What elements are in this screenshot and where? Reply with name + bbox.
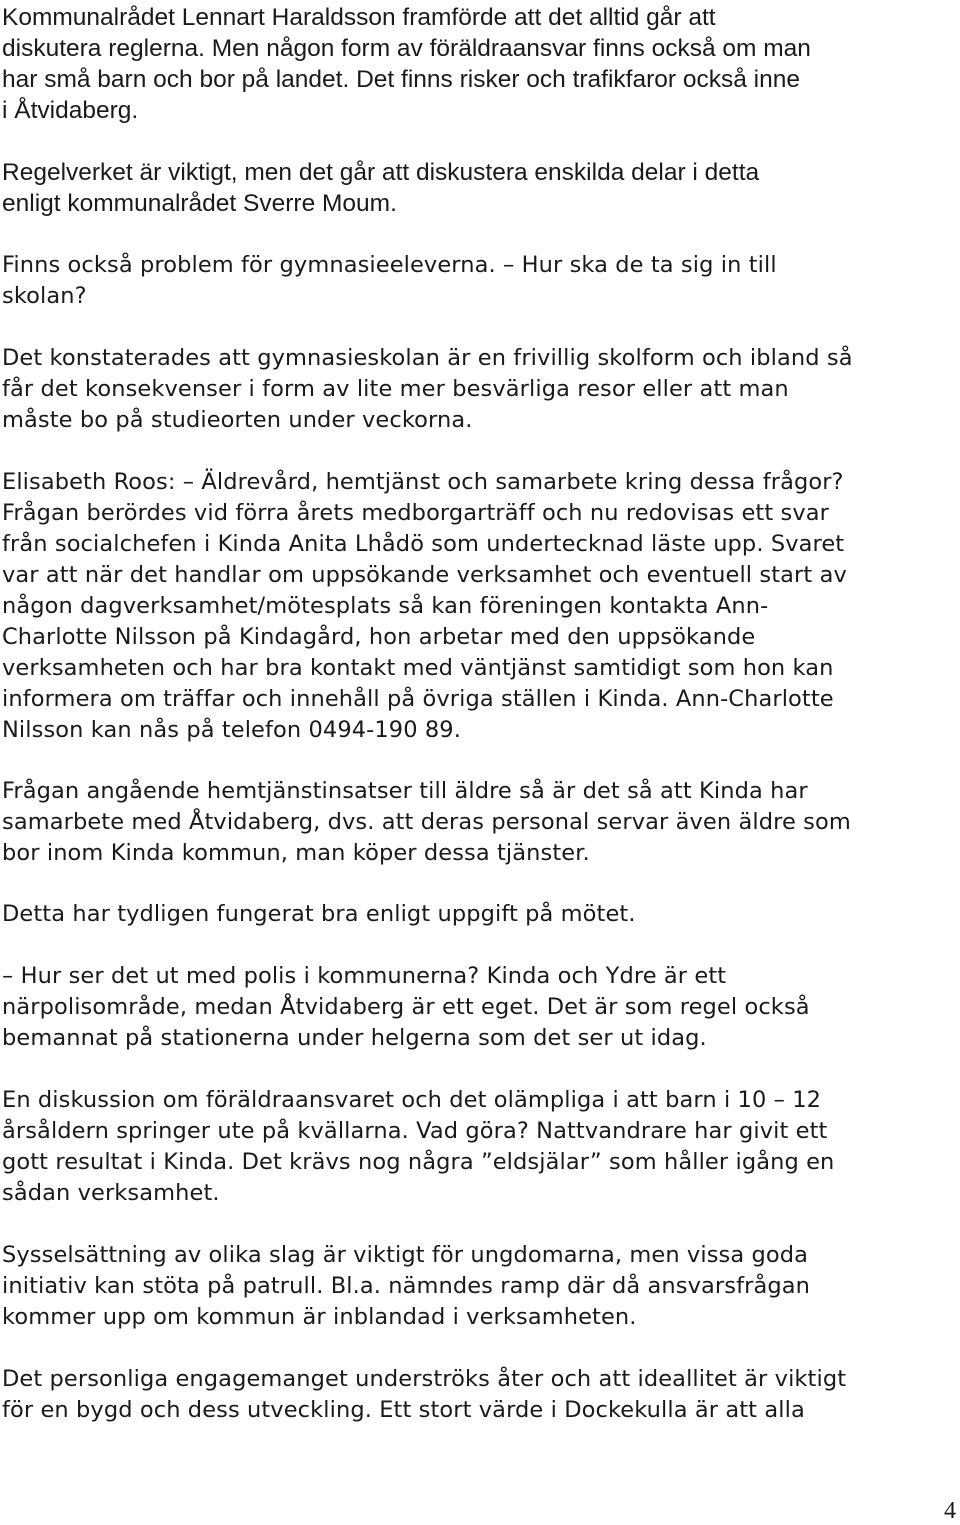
text-line: Frågan angående hemtjänstinsatser till äldre så är det så att Kinda har — [2, 778, 808, 804]
text-line: i Åtvidaberg. — [2, 97, 139, 124]
text-line: Nilsson kan nås på telefon 0494-190 89. — [2, 717, 461, 743]
text-line: Regelverket är viktigt, men det går att diskustera enskilda delar i detta — [2, 159, 760, 186]
text-line: bor inom Kinda kommun, man köper dessa tjänster. — [2, 840, 590, 866]
text-line: närpolisområde, medan Åtvidaberg är ett eget. Det är som regel också — [2, 994, 810, 1020]
text-line: samarbete med Åtvidaberg, dvs. att deras personal servar även äldre som — [2, 809, 851, 835]
paragraph — [2, 776, 958, 869]
text-line: från socialchefen i Kinda Anita Lhådö som undertecknad läste upp. Svaret — [2, 531, 845, 557]
paragraph — [2, 467, 958, 746]
text-line: skolan? — [2, 283, 87, 309]
paragraph — [2, 250, 958, 312]
text-line: Detta har tydligen fungerat bra enligt uppgift på mötet. — [2, 901, 636, 927]
paragraph — [2, 899, 958, 930]
text-line: – Hur ser det ut med polis i kommunerna? Kinda och Ydre är ett — [2, 963, 727, 989]
page-number: 4 — [944, 1498, 956, 1524]
text-line: diskutera reglerna. Men någon form av föräldraansvar finns också om man — [2, 35, 811, 62]
text-line: Det konstaterades att gymnasieskolan är en frivillig skolform och ibland så — [2, 345, 853, 371]
text-line: bemannat på stationerna under helgerna som det ser ut idag. — [2, 1025, 707, 1051]
text-line: måste bo på studieorten under veckorna. — [2, 407, 473, 433]
text-line: Finns också problem för gymnasieeleverna. – Hur ska de ta sig in till — [2, 252, 777, 278]
paragraph — [2, 961, 958, 1054]
text-line: En diskussion om föräldraansvaret och det olämpliga i att barn i 10 – 12 — [2, 1087, 822, 1113]
text-line: Frågan berördes vid förra årets medborgarträff och nu redovisas ett svar — [2, 500, 829, 526]
paragraph — [2, 2, 958, 126]
paragraph — [2, 343, 958, 436]
paragraph — [2, 1085, 958, 1209]
text-line: verksamheten och har bra kontakt med väntjänst samtidigt som hon kan — [2, 655, 834, 681]
text-line: för en bygd och dess utveckling. Ett stort värde i Dockekulla är att alla — [2, 1397, 805, 1423]
text-line: kommer upp om kommun är inblandad i verksamheten. — [2, 1304, 637, 1330]
text-line: informera om träffar och innehåll på övriga ställen i Kinda. Ann-Charlotte — [2, 686, 834, 712]
text-line: Sysselsättning av olika slag är viktigt för ungdomarna, men vissa goda — [2, 1242, 809, 1268]
text-line: Charlotte Nilsson på Kindagård, hon arbetar med den uppsökande — [2, 624, 756, 650]
text-line: får det konsekvenser i form av lite mer besvärliga resor eller att man — [2, 376, 789, 402]
text-line: Kommunalrådet Lennart Haraldsson framförde att det alltid går att — [2, 4, 716, 31]
text-line: enligt kommunalrådet Sverre Moum. — [2, 190, 397, 217]
text-line: någon dagverksamhet/mötesplats så kan föreningen kontakta Ann- — [2, 593, 769, 619]
text-line: initiativ kan stöta på patrull. Bl.a. nämndes ramp där då ansvarsfrågan — [2, 1273, 810, 1299]
paragraph — [2, 1240, 958, 1333]
text-line: Det personliga engagemanget underströks åter och att ideallitet är viktigt — [2, 1366, 847, 1392]
text-line: årsåldern springer ute på kvällarna. Vad göra? Nattvandrare har givit ett — [2, 1118, 828, 1144]
text-line: har små barn och bor på landet. Det finns risker och trafikfaror också inne — [2, 66, 800, 93]
text-line: gott resultat i Kinda. Det krävs nog några ”eldsjälar” som håller igång en — [2, 1149, 835, 1175]
text-line: sådan verksamhet. — [2, 1180, 220, 1206]
paragraph — [2, 157, 958, 219]
text-line: Elisabeth Roos: – Äldrevård, hemtjänst och samarbete kring dessa frågor? — [2, 469, 844, 495]
text-line: var att när det handlar om uppsökande verksamhet och eventuell start av — [2, 562, 847, 588]
paragraph — [2, 1364, 958, 1426]
